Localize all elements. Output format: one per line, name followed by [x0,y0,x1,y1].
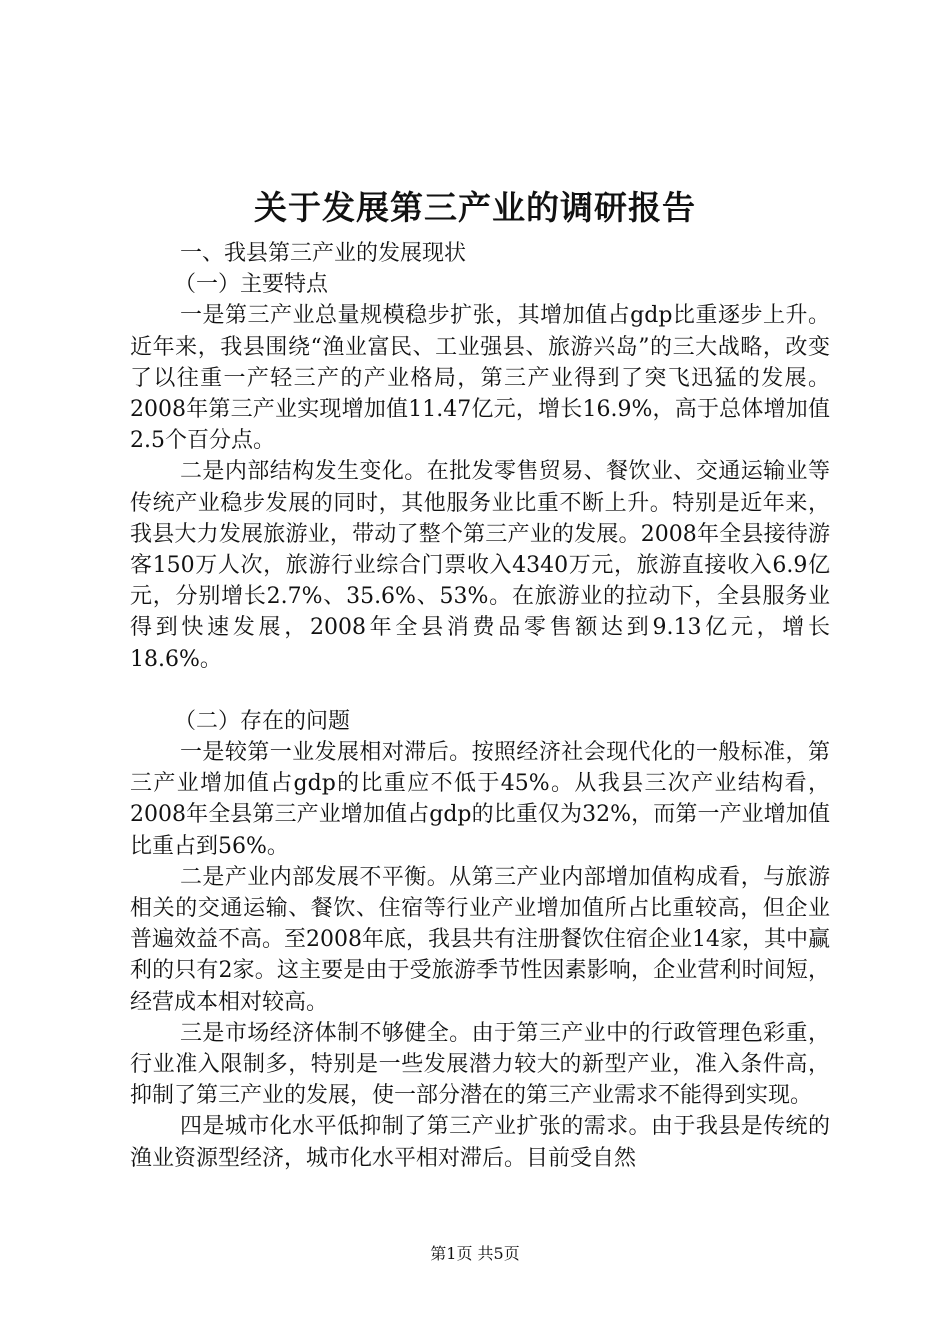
paragraph: 一是较第一业发展相对滞后。按照经济社会现代化的一般标准，第三产业增加值占gdp的比重应不低于45%。从我县三次产业结构看，2008年全县第三产业增加值占gdp的比重仅为32%，而第一产业增加值比重占到56%。 [130,740,830,859]
document-body [130,238,830,1174]
subsection-heading-problems: （二）存在的问题 [174,708,351,734]
blank-line [130,675,830,706]
page-footer: 第1页 共5页 [430,1244,520,1263]
document-title: 关于发展第三产业的调研报告 [254,188,696,227]
paragraph: 四是城市化水平低抑制了第三产业扩张的需求。由于我县是传统的渔业资源型经济，城市化水平相对滞后。目前受自然 [130,1114,830,1171]
paragraph: 三是市场经济体制不够健全。由于第三产业中的行政管理色彩重，行业准入限制多，特别是一些发展潜力较大的新型产业，准入条件高，抑制了第三产业的发展，使一部分潜在的第三产业需求不能得到实现。 [130,1020,830,1109]
paragraph: 一是第三产业总量规模稳步扩张，其增加值占gdp比重逐步上升。近年来，我县围绕“渔业富民、工业强县、旅游兴岛”的三大战略，改变了以往重一产轻三产的产业格局，第三产业得到了突飞迅猛的发展。2008年第三产业实现增加值11.47亿元，增长16.9%，高于总体增加值2.5个百分点。 [130,303,830,454]
section-heading: 一、我县第三产业的发展现状 [180,241,467,266]
paragraph: 二是内部结构发生变化。在批发零售贸易、餐饮业、交通运输业等传统产业稳步发展的同时，其他服务业比重不断上升。特别是近年来，我县大力发展旅游业，带动了整个第三产业的发展。2008年全县接待游客150万人次，旅游行业综合门票收入4340万元，旅游直接收入6.9亿元，分别增长2.7%、35.6%、53%。在旅游业的拉动下，全县服务业得到快速发展，2008年全县消费品零售额达到9.13亿元，增长18.6%。 [130,459,830,672]
paragraph: 二是产业内部发展不平衡。从第三产业内部增加值构成看，与旅游相关的交通运输、餐饮、住宿等行业产业增加值所占比重较高，但企业普遍效益不高。至2008年底，我县共有注册餐饮住宿企业14家，其中赢利的只有2家。这主要是由于受旅游季节性因素影响，企业营利时间短，经营成本相对较高。 [130,864,830,1015]
subsection-heading-features: （一）主要特点 [174,272,329,298]
